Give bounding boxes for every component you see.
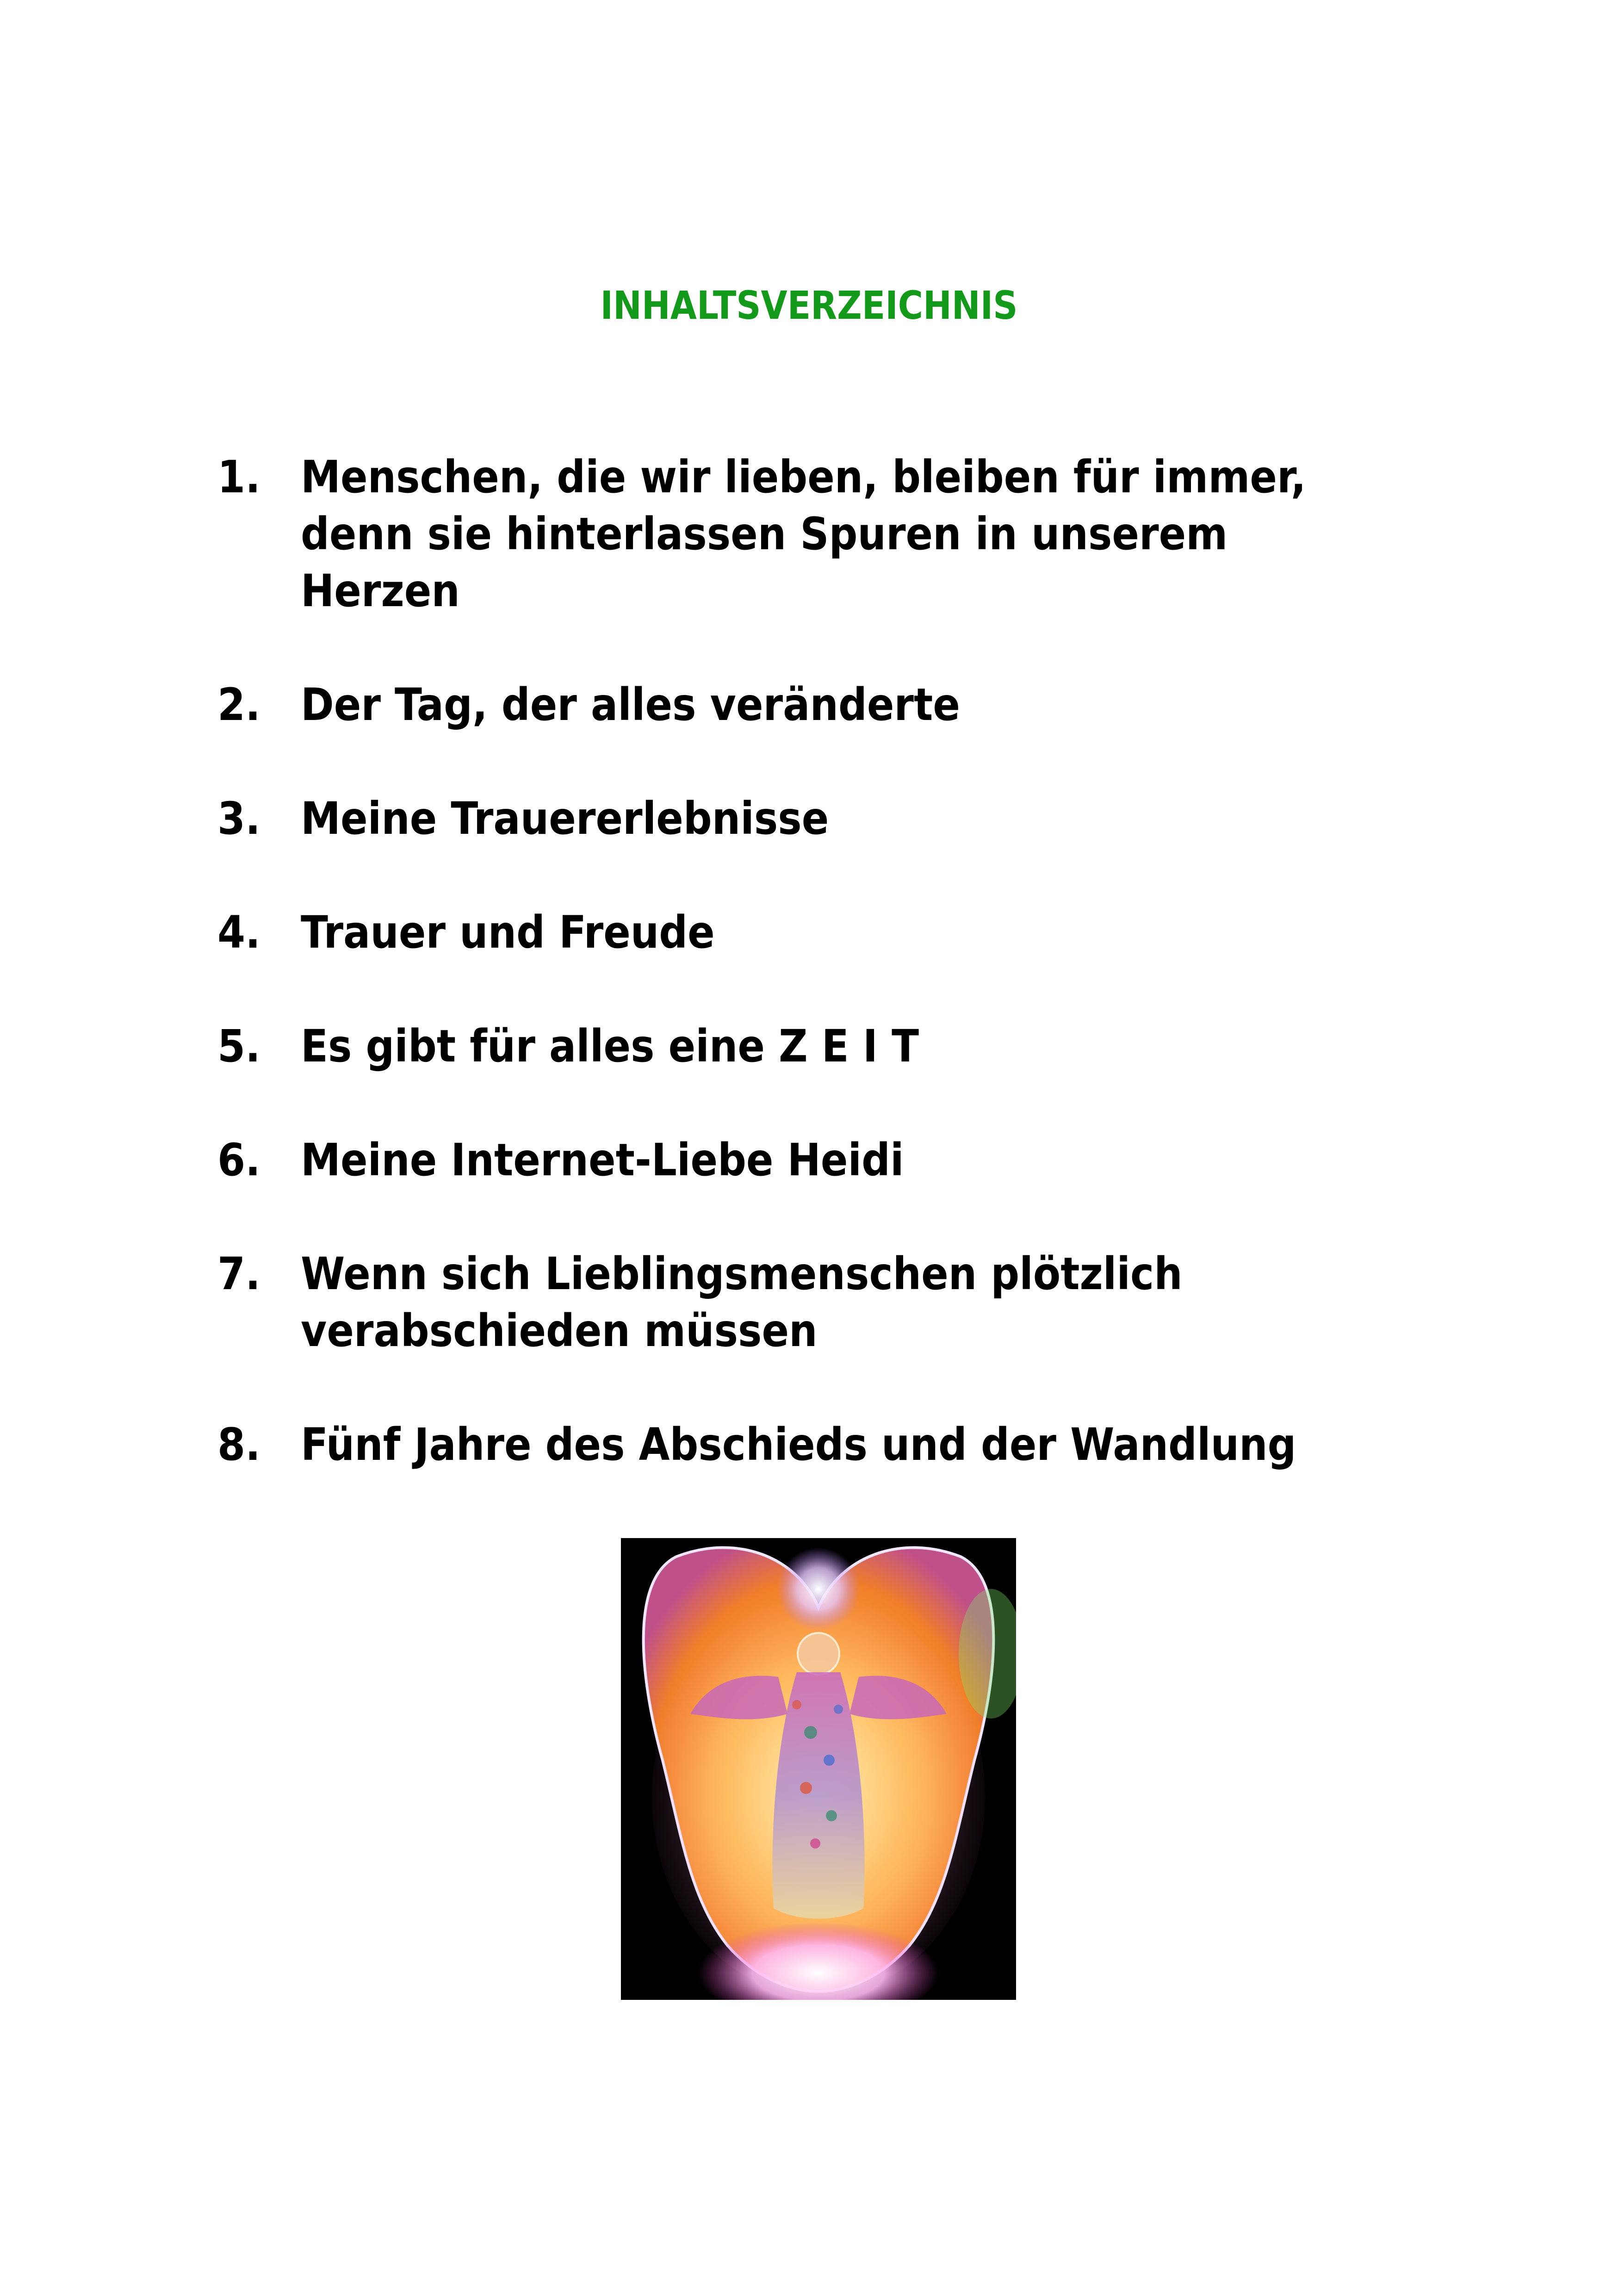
toc-item-5 bbox=[217, 1018, 1467, 1075]
table-of-contents bbox=[217, 449, 1467, 1530]
toc-item-1 bbox=[217, 449, 1467, 620]
toc-item-text: Trauer und Freude bbox=[301, 906, 715, 958]
toc-item-3 bbox=[217, 790, 1467, 847]
angel-icon bbox=[621, 1538, 1016, 2000]
toc-item-text: Meine Trauererlebnisse bbox=[301, 793, 829, 844]
toc-item-2 bbox=[217, 676, 1467, 733]
toc-item-text: Fünf Jahre des Abschieds und der Wandlung bbox=[301, 1419, 1296, 1471]
angel-illustration bbox=[621, 1538, 1016, 2000]
toc-item-7 bbox=[217, 1246, 1467, 1359]
toc-item-6 bbox=[217, 1132, 1467, 1189]
toc-item-number: 8. bbox=[217, 1419, 260, 1471]
toc-item-text: Der Tag, der alles veränderte bbox=[301, 679, 960, 731]
toc-item-number: 4. bbox=[217, 906, 260, 958]
page-title: INHALTSVERZEICHNIS bbox=[600, 283, 1018, 328]
toc-item-number: 2. bbox=[217, 679, 260, 731]
toc-item-number: 1. bbox=[217, 451, 260, 503]
toc-item-number: 5. bbox=[217, 1020, 260, 1072]
toc-item-text: Wenn sich Lieblingsmenschen plötzlich verabschieden müssen bbox=[301, 1248, 1183, 1357]
toc-item-4 bbox=[217, 904, 1467, 961]
toc-item-text: Menschen, die wir lieben, bleiben für immer, denn sie hinterlassen Spuren in unserem Herzen bbox=[301, 451, 1306, 617]
toc-item-text: Es gibt für alles eine Z E I T bbox=[301, 1020, 919, 1072]
toc-item-number: 3. bbox=[217, 793, 260, 844]
toc-item-number: 6. bbox=[217, 1134, 260, 1186]
toc-item-8 bbox=[217, 1416, 1467, 1473]
toc-item-text: Meine Internet-Liebe Heidi bbox=[301, 1134, 904, 1186]
toc-item-number: 7. bbox=[217, 1248, 260, 1300]
